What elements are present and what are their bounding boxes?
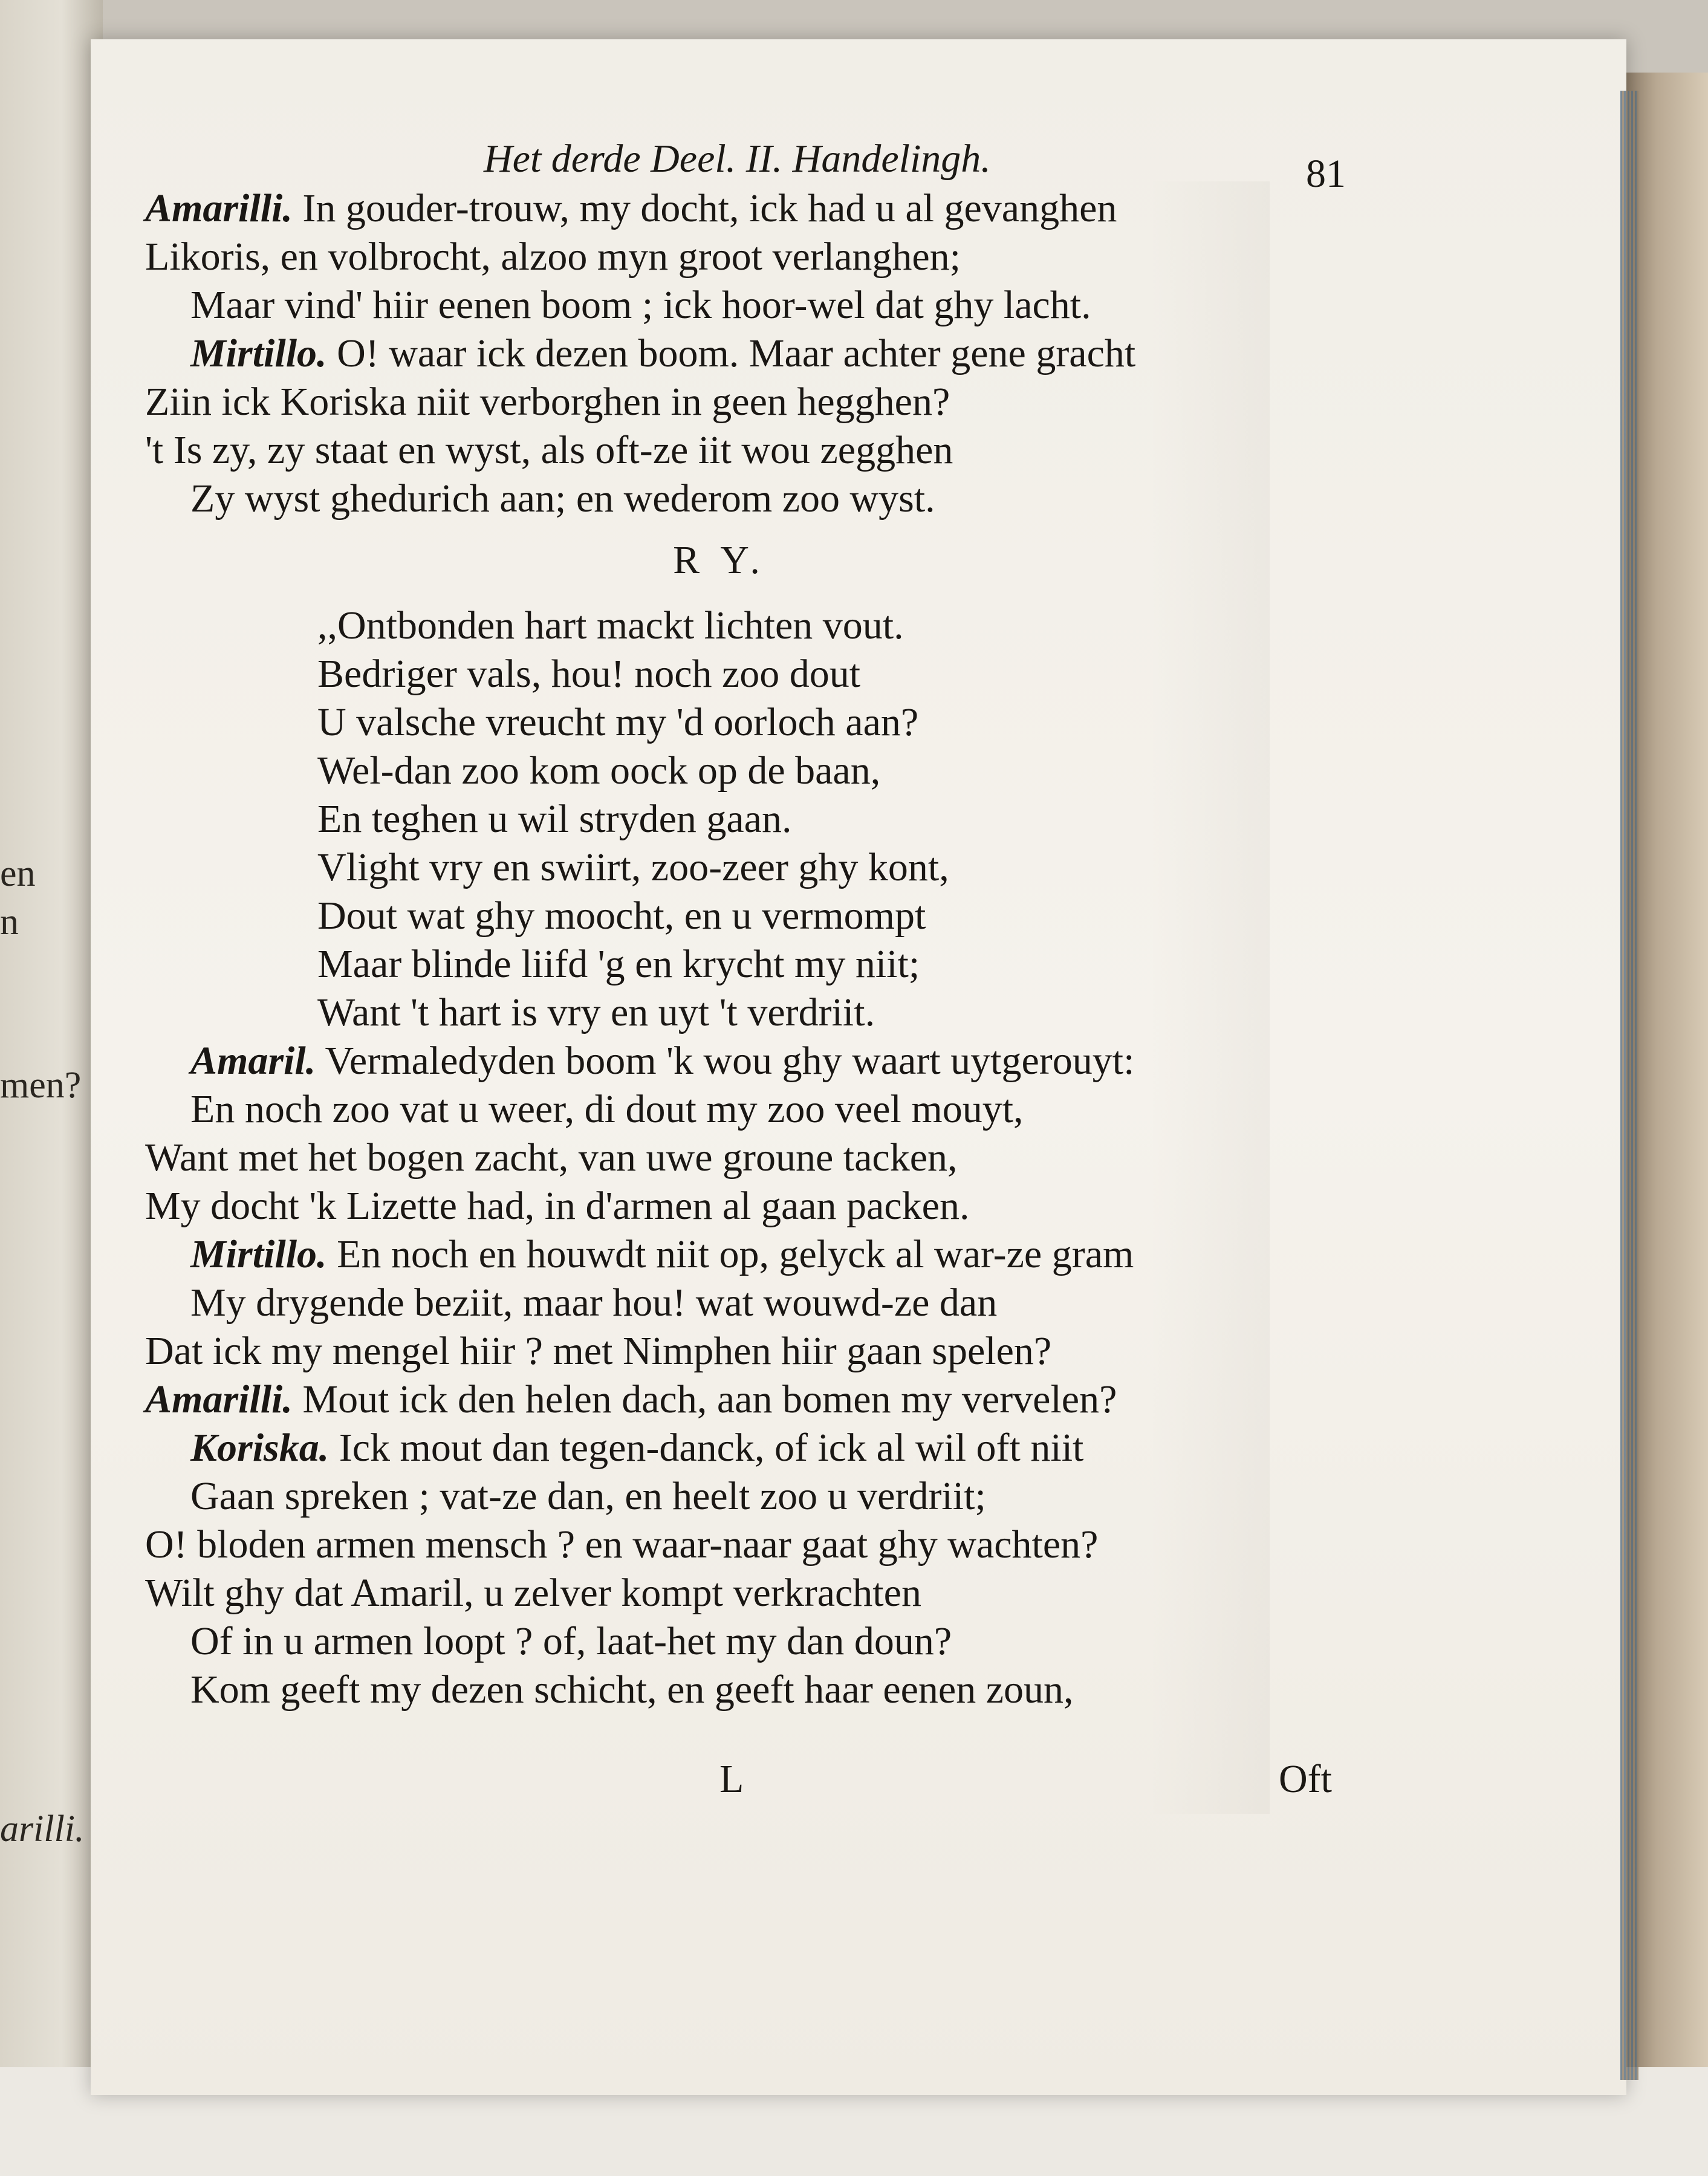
facing-page-fragment: men? (0, 1065, 82, 1106)
running-head: Het derde Deel. II. Handelingh. (484, 137, 991, 181)
speaker-name: Amaril. (190, 1039, 316, 1083)
text-line (145, 281, 1475, 330)
page-text (145, 184, 1475, 1714)
song-line: Dout wat ghy moocht, en u vermompt (317, 894, 926, 938)
speaker-name: Amarilli. (145, 186, 293, 230)
line-text: In gouder-trouw, my docht, ick had u al gevanghen (292, 186, 1117, 230)
dialogue-block-2 (145, 1037, 1475, 1714)
song-line: U valsche vreucht my 'd oorloch aan? (317, 700, 919, 744)
song-line: Wel-dan zoo kom oock op de baan, (317, 749, 881, 793)
line-text: Ick mout dan tegen-danck, of ick al wil oft niit (329, 1426, 1084, 1470)
line-text: Maar vind' hiir eenen boom ; ick hoor-wel dat ghy lacht. (190, 283, 1091, 327)
song-line: Want 't hart is vry en uyt 't verdriit. (317, 990, 875, 1034)
speaker-name: Mirtillo. (190, 331, 327, 375)
line-text: Dat ick my mengel hiir ? met Nimphen hiir gaan spelen? (145, 1329, 1052, 1373)
text-line (145, 378, 1475, 426)
text-line (145, 475, 1475, 523)
text-line (145, 233, 1475, 281)
line-text: Mout ick den helen dach, aan bomen my vervelen? (292, 1377, 1117, 1421)
text-line (145, 426, 1475, 475)
text-line (145, 1521, 1475, 1569)
text-line (145, 1617, 1475, 1666)
song-line: Maar blinde liifd 'g en krycht my niit; (317, 942, 920, 986)
text-line (145, 330, 1475, 378)
song-line: Vlight vry en swiirt, zoo-zeer ghy kont, (317, 845, 949, 889)
line-text: My drygende beziit, maar hou! wat wouwd-ze dan (190, 1281, 998, 1325)
text-line (145, 1037, 1475, 1085)
text-line (145, 1472, 1475, 1521)
line-text: Wilt ghy dat Amaril, u zelver kompt verkrachten (145, 1571, 921, 1615)
page-number: 81 (1306, 152, 1346, 196)
text-line (145, 1666, 1475, 1714)
song-line: En teghen u wil stryden gaan. (317, 797, 792, 841)
line-text: Of in u armen loopt ? of, laat-het my dan doun? (190, 1619, 952, 1663)
line-text: En noch zoo vat u weer, di dout my zoo veel mouyt, (190, 1087, 1024, 1131)
signature-mark: L (719, 1757, 744, 1801)
facing-page-fragment: n (0, 901, 19, 943)
line-text: Ziin ick Koriska niit verborghen in geen hegghen? (145, 380, 950, 424)
line-text: Vermaledyden boom 'k wou ghy waart uytgerouyt: (316, 1039, 1135, 1083)
line-text: En noch en houwdt niit op, gelyck al war-ze gram (326, 1232, 1134, 1276)
text-line (145, 1279, 1475, 1327)
line-text: O! bloden armen mensch ? en waar-naar gaat ghy wachten? (145, 1522, 1099, 1567)
line-text: Zy wyst ghedurich aan; en wederom zoo wyst. (190, 476, 935, 521)
line-text: Gaan spreken ; vat-ze dan, en heelt zoo u verdriit; (190, 1474, 986, 1518)
facing-page-fragment: en (0, 853, 36, 894)
text-line (145, 1424, 1475, 1472)
text-line (145, 1182, 1475, 1230)
dialogue-block-1 (145, 184, 1475, 523)
song-line: Bedriger vals, hou! noch zoo dout (317, 652, 861, 696)
catchword: Oft (1279, 1757, 1332, 1801)
song-block (145, 602, 1475, 1037)
speaker-name: Koriska. (190, 1426, 330, 1470)
text-line (145, 1134, 1475, 1182)
text-line (145, 1569, 1475, 1617)
speaker-name: Mirtillo. (190, 1232, 327, 1276)
text-line (145, 184, 1475, 233)
line-text: Kom geeft my dezen schicht, en geeft haar eenen zoun, (190, 1668, 1074, 1712)
line-text: Want met het bogen zacht, van uwe groune tacken, (145, 1135, 958, 1180)
page-edge (1620, 91, 1638, 2080)
text-line (145, 1327, 1475, 1375)
text-line (145, 1375, 1475, 1424)
text-line (145, 1085, 1475, 1134)
facing-page-fragment: arilli. (0, 1808, 85, 1850)
song-heading: R Y. (673, 538, 766, 582)
line-text: Likoris, en volbrocht, alzoo myn groot verlanghen; (145, 235, 961, 279)
speaker-name: Amarilli. (145, 1377, 293, 1421)
line-text: 't Is zy, zy staat en wyst, als oft-ze iit wou zegghen (145, 428, 953, 472)
line-text: My docht 'k Lizette had, in d'armen al gaan packen. (145, 1184, 970, 1228)
song-line: ,,Ontbonden hart mackt lichten vout. (317, 603, 904, 648)
text-line (145, 1230, 1475, 1279)
line-text: O! waar ick dezen boom. Maar achter gene gracht (326, 331, 1136, 375)
